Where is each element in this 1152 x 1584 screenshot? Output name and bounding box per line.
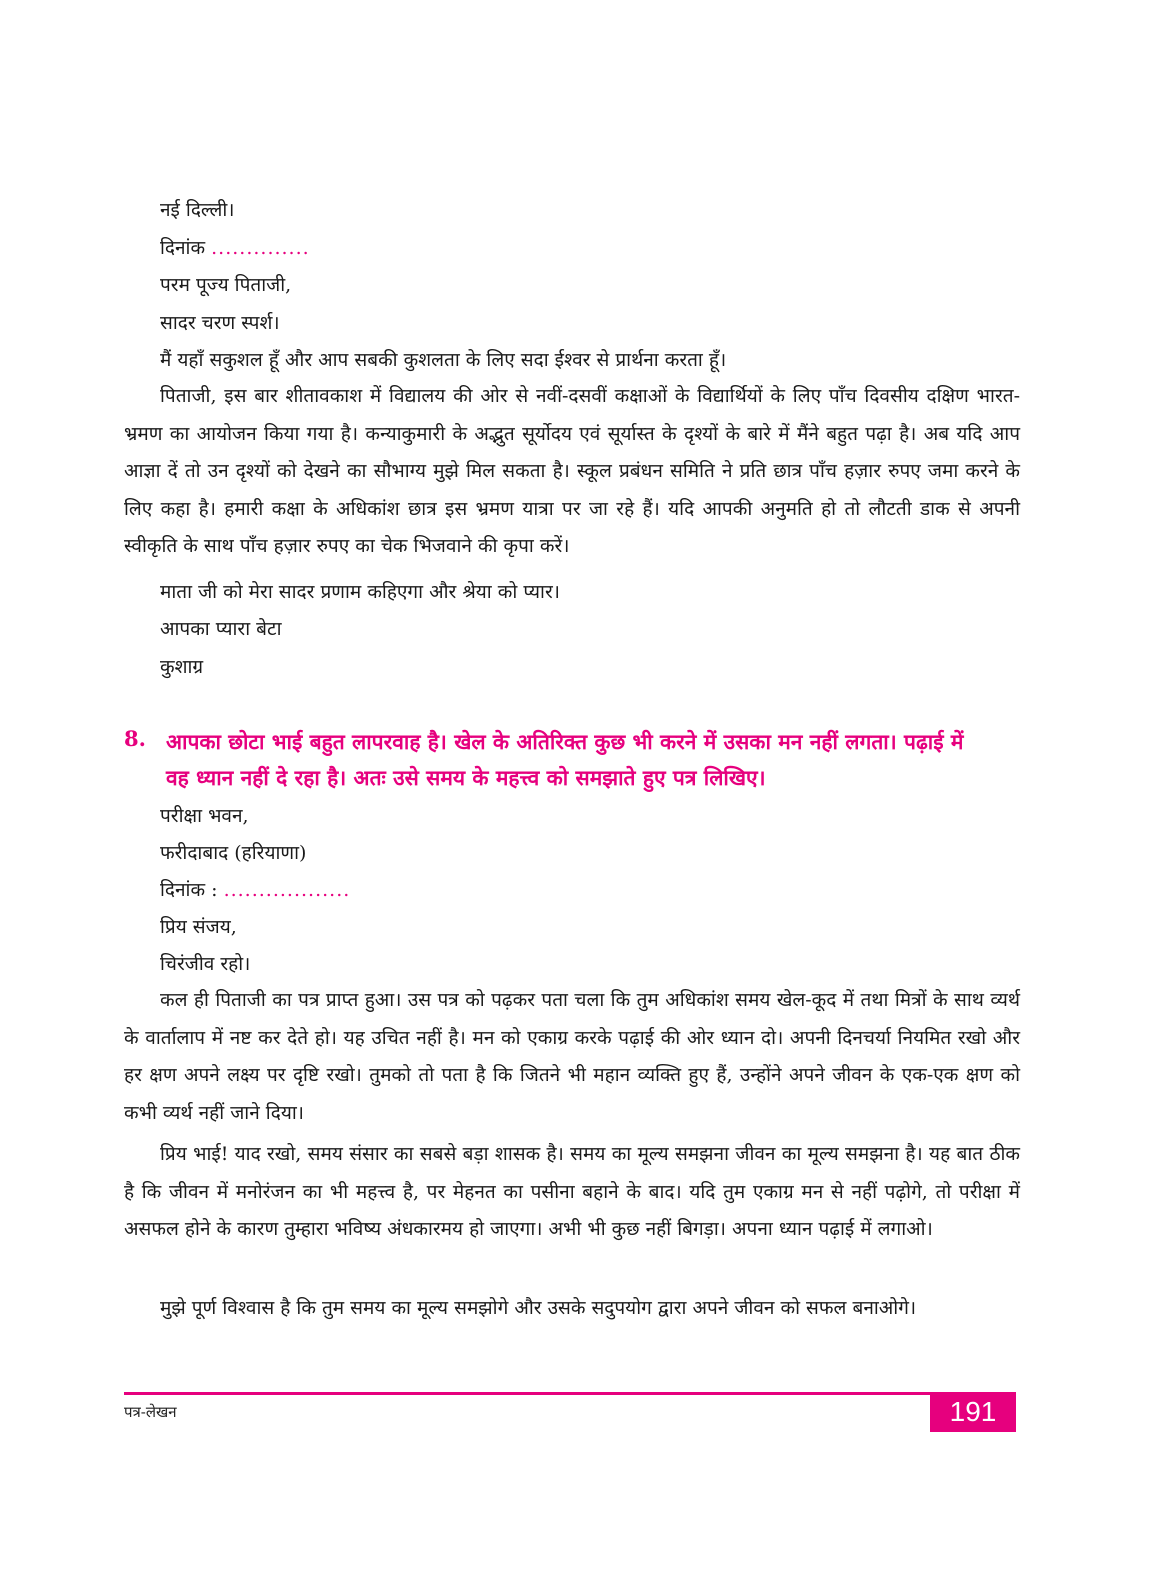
letter1-closing: आपका प्यारा बेटा: [160, 618, 282, 640]
letter2-address2: फरीदाबाद (हरियाणा): [160, 842, 307, 864]
question-line1: आपका छोटा भाई बहुत लापरवाह है। खेल के अतिरिक्त कुछ भी करने में उसका मन नहीं लगता। पढ़ाई में: [166, 729, 964, 754]
page-number-badge: 191: [930, 1392, 1016, 1432]
letter2-para2: प्रिय भाई! याद रखो, समय संसार का सबसे बड़ा शासक है। समय का मूल्य समझना जीवन का मूल्य समझना है। यह बात ठीक है कि जीवन में मनोरंजन का भी महत्त्व है, पर मेहनत का पसीना बहाने के बाद। यदि तुम एकाग्र मन से नहीं पढ़ोगे, तो परीक्षा में असफल होने के कारण तुम्हारा भविष्य अंधकारमय हो जाएगा। अभी भी कुछ नहीं बिगड़ा। अपना ध्यान पढ़ाई में लगाओ।: [124, 1143, 1020, 1240]
letter1-date-dots: ..............: [211, 237, 310, 259]
letter1-intro: मैं यहाँ सकुशल हूँ और आप सबकी कुशलता के लिए सदा ईश्वर से प्रार्थना करता हूँ।: [160, 349, 727, 371]
letter1-city: नई दिल्ली।: [160, 199, 235, 221]
letter2-para1: कल ही पिताजी का पत्र प्राप्त हुआ। उस पत्र को पढ़कर पता चला कि तुम अधिकांश समय खेल-कूद में तथा मित्रों के साथ व्यर्थ के वार्तालाप में नष्ट कर देते हो। यह उचित नहीं है। मन को एकाग्र करके पढ़ाई की ओर ध्यान दो। अपनी दिनचर्या नियमित रखो और हर क्षण अपने लक्ष्य पर दृष्टि रखो। तुमको तो पता है कि जितने भी महान व्यक्ति हुए हैं, उन्होंने अपने जीवन के एक-एक क्षण को कभी व्यर्थ नहीं जाने दिया।: [124, 989, 1020, 1124]
question-line2: वह ध्यान नहीं दे रहा है। अतः उसे समय के महत्त्व को समझाते हुए पत्र लिखिए।: [166, 765, 766, 790]
letter1-greeting: सादर चरण स्पर्श।: [160, 312, 280, 334]
letter2-date-label: दिनांक :: [160, 879, 218, 901]
letter1-salutation: परम पूज्य पिताजी,: [160, 274, 292, 296]
footer-divider: [124, 1392, 1016, 1395]
letter2-date-dots: ..................: [223, 879, 351, 901]
letter1-regards: माता जी को मेरा सादर प्रणाम कहिएगा और श्रेया को प्यार।: [160, 581, 560, 603]
letter1-date-label: दिनांक: [160, 237, 206, 259]
letter2-salutation: प्रिय संजय,: [160, 916, 237, 938]
question-number: 8.: [124, 726, 146, 751]
letter1-body: पिताजी, इस बार शीतावकाश में विद्यालय की ओर से नवीं-दसवीं कक्षाओं के विद्यार्थियों के लिए पाँच दिवसीय दक्षिण भारत-भ्रमण का आयोजन किया गया है। कन्याकुमारी के अद्भुत सूर्योदय एवं सूर्यास्त के दृश्यों के बारे में मैंने बहुत पढ़ा है। अब यदि आप आज्ञा दें तो उन दृश्यों को देखने का सौभाग्य मुझे मिल सकता है। स्कूल प्रबंधन समिति ने प्रति छात्र पाँच हज़ार रुपए जमा करने के लिए कहा है। हमारी कक्षा के अधिकांश छात्र इस भ्रमण यात्रा पर जा रहे हैं। यदि आपकी अनुमति हो तो लौटती डाक से अपनी स्वीकृति के साथ पाँच हज़ार रुपए का चेक भिजवाने की कृपा करें।: [124, 385, 1020, 557]
letter2-para3: मुझे पूर्ण विश्वास है कि तुम समय का मूल्य समझोगे और उसके सदुपयोग द्वारा अपने जीवन को सफल बनाओगे।: [160, 1297, 917, 1319]
question-text: [166, 724, 1020, 796]
letter2-address1: परीक्षा भवन,: [160, 805, 249, 827]
footer-section-label: पत्र-लेखन: [124, 1403, 177, 1421]
letter2-greeting: चिरंजीव रहो।: [160, 953, 251, 975]
letter1-date-line: [160, 236, 310, 260]
letter2-date-line: [160, 878, 350, 902]
letter1-signature: कुशाग्र: [160, 656, 204, 678]
